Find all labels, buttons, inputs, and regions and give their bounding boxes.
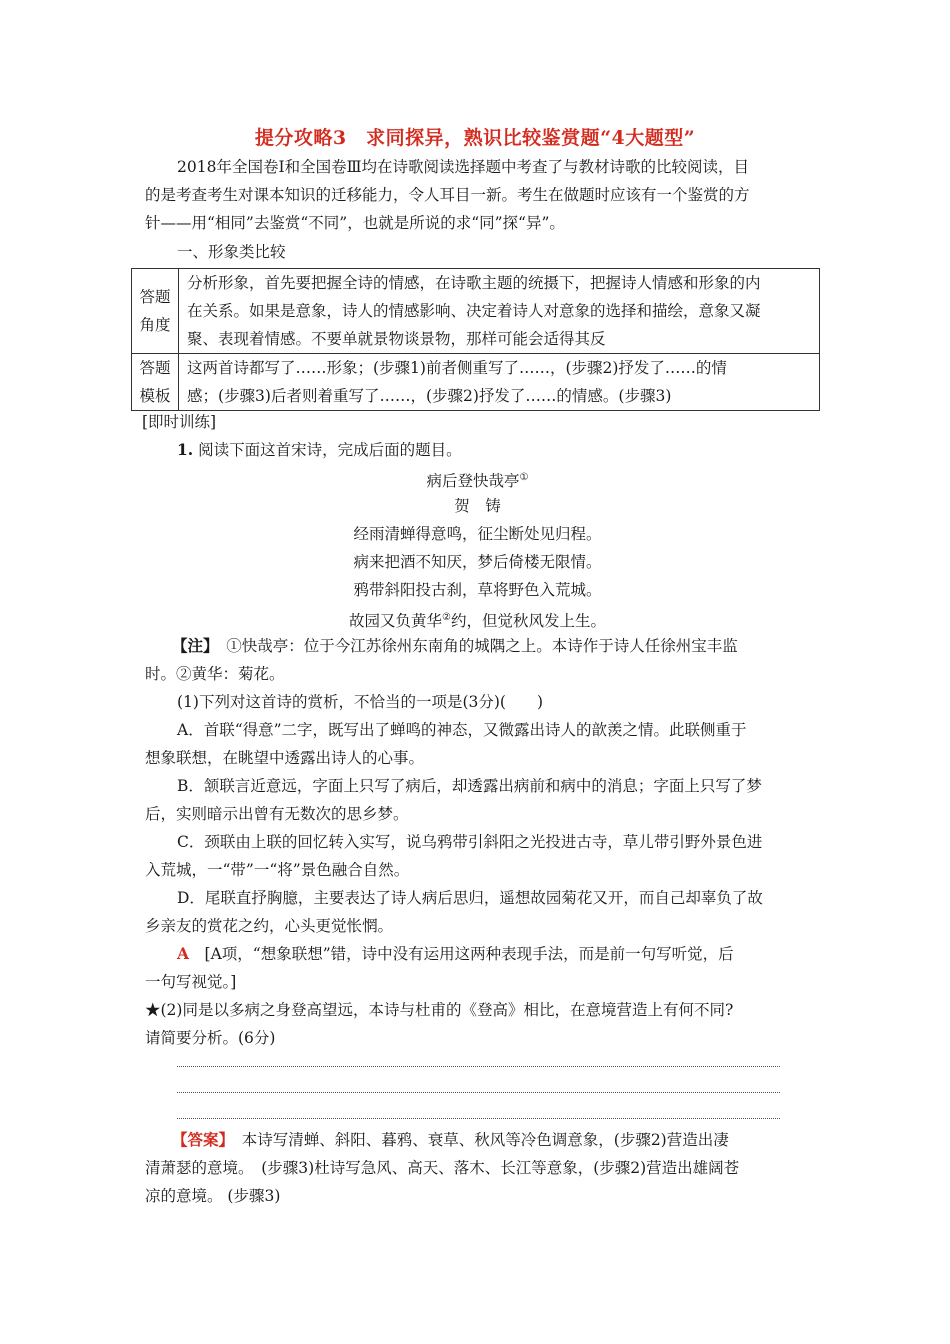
option-c-line-1: C．颈联由上联的回忆转入实写，说乌鸦带引斜阳之光投进古寺，草儿带引野外景色进 (177, 833, 763, 851)
option-a-line-1: A．首联“得意”二字，既写出了蝉鸣的神态，又微露出诗人的歆羡之情。此联侧重于 (177, 721, 747, 739)
intro-line-3: 针——用“相同”去鉴赏“不同”，也就是所说的求“同”探“异”。 (145, 214, 565, 232)
answer-1-line-2: 一句写视觉。] (145, 973, 237, 991)
question-1 (177, 436, 810, 464)
subquestion-1: (1)下列对这首诗的赏析，不恰当的一项是(3分)( ) (177, 693, 544, 711)
answer-2-line-3: 凉的意境。 (步骤3) (145, 1187, 281, 1205)
footnote-mark: ① (519, 472, 529, 483)
note-line-2: 时。②黄华：菊花。 (145, 665, 285, 683)
footnote-mark: ② (442, 612, 451, 623)
intro-line-2: 的是考查考生对课本知识的迁移能力，令人耳目一新。考生在做题时应该有一个鉴赏的方 (145, 186, 750, 204)
subquestion-2-line-2: 请简要分析。(6分) (145, 1029, 276, 1047)
angle-content: 分析形象，首先要把握全诗的情感，在诗歌主题的统摄下，把握诗人情感和形象的内 在关系。如果是意象，诗人的情感影响、决定着诗人对意象的选择和描绘，意象又凝 聚、表现着情感。不要单就景物谈景物，那样可能会适得其反 (179, 269, 820, 354)
angle-header: 答题 角度 (132, 269, 179, 354)
option-b-line-1: B．颔联言近意远，字面上只写了病后，却透露出病前和病中的消息；字面上只写了梦 (177, 777, 762, 795)
intro-line-1: 2018年全国卷Ⅰ和全国卷Ⅲ均在诗歌阅读选择题中考查了与教材诗歌的比较阅读，目 (177, 158, 750, 176)
table-row-template (132, 354, 820, 411)
subquestion-2-line-1: ★(2)同是以多病之身登高望远，本诗与杜甫的《登高》相比，在意境营造上有何不同? (145, 1001, 734, 1019)
answer-letter: A (177, 944, 190, 963)
question-text: 阅读下面这首宋诗，完成后面的题目。 (198, 441, 462, 459)
note-label: 【注】 (172, 636, 211, 655)
answer-blank-line-2[interactable] (177, 1092, 780, 1093)
answer-blank-line-3[interactable] (177, 1118, 780, 1119)
page-title: 提分攻略3 求同探异，熟识比较鉴赏题“4大题型” (254, 127, 696, 149)
option-d-line-1: D．尾联直抒胸臆，主要表达了诗人病后思归，遥想故园菊花又开，而自己却辜负了故 (177, 889, 763, 907)
poem-line-4: 故园又负黄华②约，但觉秋风发上生。 (349, 612, 606, 631)
option-c-line-2: 入荒城，一“带”一“将”景色融合自然。 (145, 861, 410, 879)
poem-title: 病后登快哉亭① (426, 472, 529, 491)
method-table (131, 268, 820, 411)
answer-label: 【答案】 (172, 1130, 227, 1149)
answer-1-line-1: A [A项，“想象联想”错，诗中没有运用这两种表现手法，而是前一句写听觉，后 (177, 944, 734, 963)
practice-label: [即时训练] (142, 413, 217, 431)
poem-line-3: 鸦带斜阳投古刹，草将野色入荒城。 (353, 581, 602, 599)
template-content: 这两首诗都写了……形象；(步骤1)前者侧重写了……，(步骤2)抒发了……的情 感；(步骤3)后者则着重写了……，(步骤2)抒发了……的情感。(步骤3) (179, 354, 820, 411)
answer-2-line-2: 清萧瑟的意境。 (步骤3)杜诗写急风、高天、落木、长江等意象，(步骤2)营造出雄阔苍 (145, 1159, 740, 1177)
poem-line-2: 病来把酒不知厌，梦后倚楼无限情。 (353, 553, 602, 571)
poem-author: 贺 铸 (454, 497, 501, 515)
template-header: 答题 模板 (132, 354, 179, 411)
answer-blank-line-1[interactable] (177, 1066, 780, 1067)
note-line-1: 【注】 ①快哉亭：位于今江苏徐州东南角的城隅之上。本诗作于诗人任徐州宝丰监 (172, 636, 738, 655)
option-b-line-2: 后，实则暗示出曾有无数次的思乡梦。 (145, 805, 409, 823)
question-number: 1. (177, 440, 194, 459)
table-row-angle (132, 269, 820, 354)
section-heading: 一、形象类比较 (177, 243, 286, 261)
option-a-line-2: 想象联想，在眺望中透露出诗人的心事。 (145, 749, 425, 767)
poem-line-1: 经雨清蝉得意鸣，征尘断处见归程。 (353, 525, 602, 543)
answer-2-line-1: 【答案】 本诗写清蝉、斜阳、暮鸦、衰草、秋风等冷色调意象，(步骤2)营造出凄 (172, 1130, 729, 1149)
option-d-line-2: 乡亲友的赏花之约，心头更觉怅惘。 (145, 917, 394, 935)
